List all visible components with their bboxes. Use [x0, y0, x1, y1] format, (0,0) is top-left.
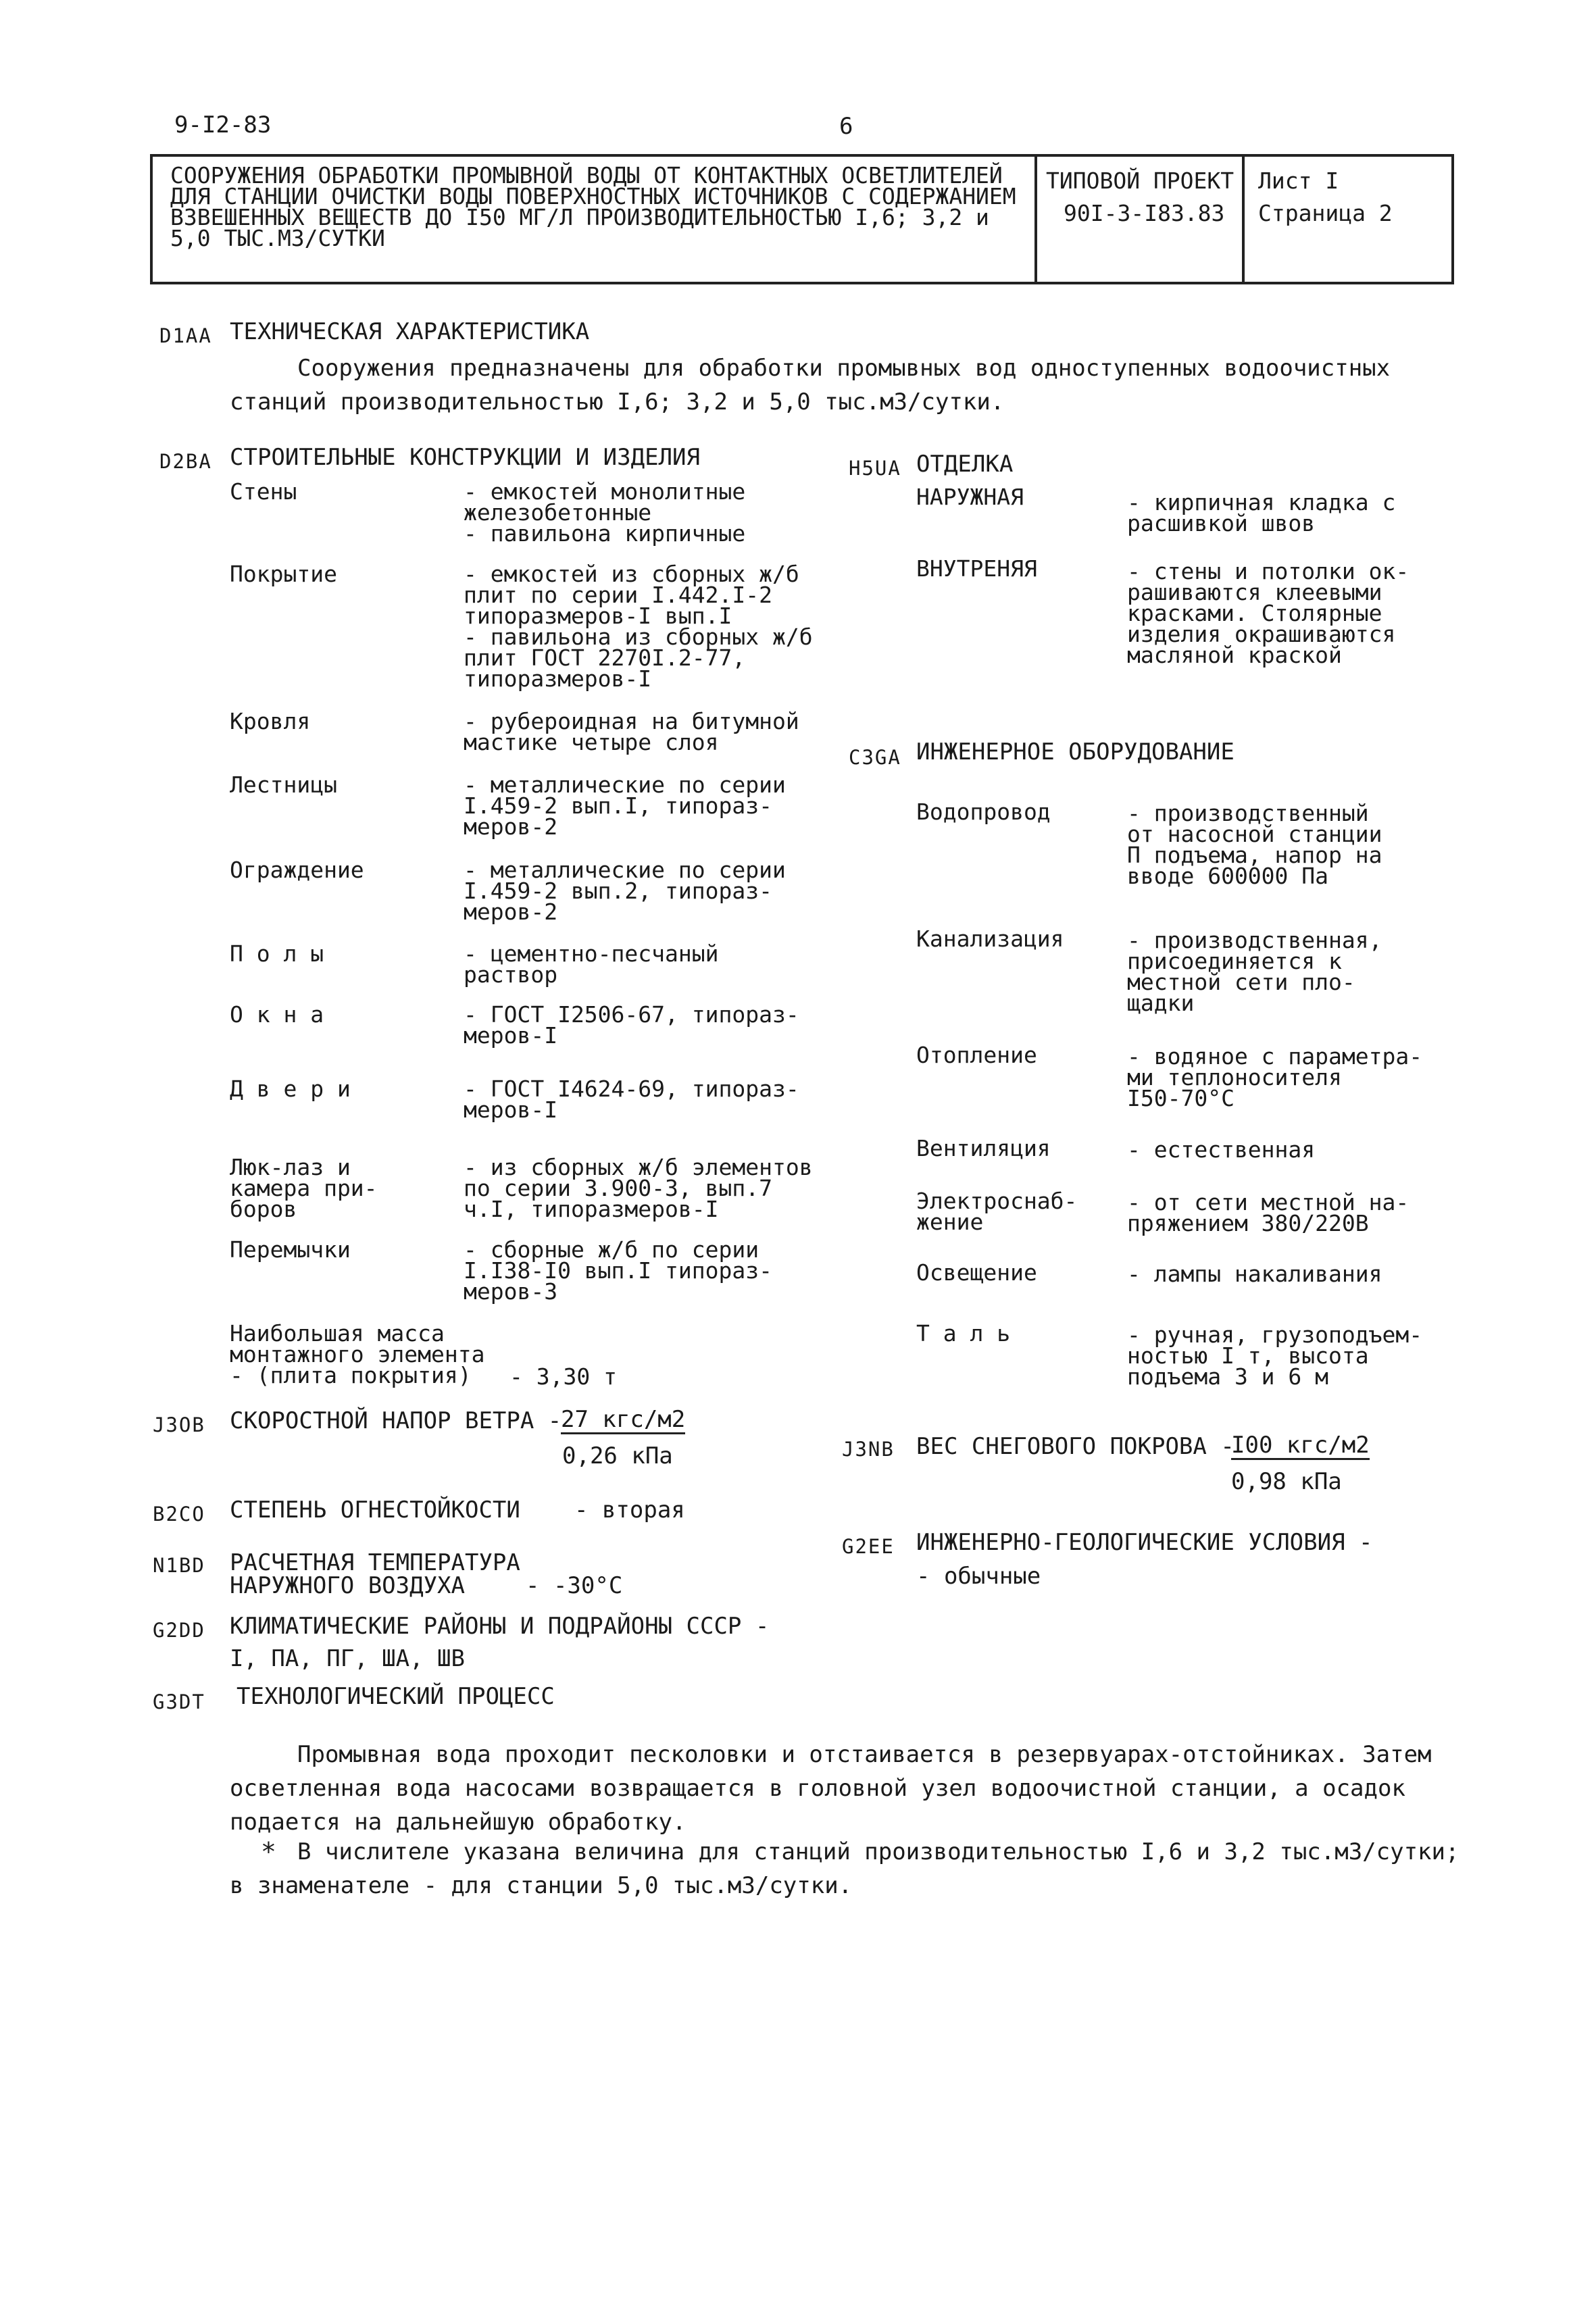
max-mass-label: Наибольшая масса монтажного элемента - (плита покрытия) [230, 1320, 485, 1388]
construction-value: - емкостей монолитные железобетонные - павильона кирпичные [464, 478, 746, 547]
construction-label: Люк-лаз и камера при- боров [230, 1154, 378, 1222]
constructions-code: D2BA [159, 450, 212, 473]
equipment-label: Вентиляция [916, 1135, 1051, 1161]
construction-value: - рубероидная на битумной мастике четыре слоя [464, 708, 799, 755]
equipment-value: - производственный от насосной станции П подъема, напор на вводе 600000 Па [1127, 800, 1382, 889]
equipment-value: - от сети местной на- пряжением 380/220В [1127, 1189, 1410, 1236]
tech-title: ТЕХНИЧЕСКАЯ ХАРАКТЕРИСТИКА [230, 318, 590, 345]
construction-value: - емкостей из сборных ж/б плит по серии I.442.I-2 типоразмеров-I вып.I - павильона из сборных ж/б плит ГОСТ 2270I.2-77, типоразмеров-I [464, 561, 813, 692]
max-mass-value: - 3,30 т [509, 1363, 617, 1390]
construction-value: - сборные ж/б по серии I.I38-I0 вып.I типораз- меров-3 [464, 1236, 772, 1305]
snow-numerator: I00 кгс/м2 [1231, 1432, 1370, 1459]
construction-label: П о л ы [230, 940, 324, 967]
construction-label: Кровля [230, 708, 311, 734]
geo-value: - обычные [916, 1563, 1041, 1590]
construction-label: Д в е р и [230, 1076, 351, 1102]
process-text: Промывная вода проходит песколовки и отстаивается в резервуарах-отстойниках. Затем осветленная вода насосами возвращается в головной узел водоочистной станции, а осадок подается на дальнейшую обработку. [230, 1741, 1432, 1836]
sheet-number: Лист I [1258, 168, 1339, 194]
geo-code: G2EE [842, 1535, 895, 1558]
equipment-title: ИНЖЕНЕРНОЕ ОБОРУДОВАНИЕ [916, 738, 1235, 765]
temp-code: N1BD [153, 1554, 205, 1577]
construction-label: Стены [230, 478, 297, 505]
equipment-code: C3GA [849, 746, 901, 769]
wind-numerator: 27 кгс/м2 [561, 1406, 686, 1433]
geo-label: ИНЖЕНЕРНО-ГЕОЛОГИЧЕСКИЕ УСЛОВИЯ - [916, 1529, 1373, 1556]
wind-code: J3OB [153, 1413, 205, 1436]
fire-label: СТЕПЕНЬ ОГНЕСТОЙКОСТИ [230, 1496, 520, 1524]
finish-label: ВНУТРЕНЯЯ [916, 555, 1037, 582]
equipment-label: Отопление [916, 1042, 1037, 1068]
page-label: Страница 2 [1258, 200, 1393, 226]
construction-value: - ГОСТ I4624-69, типораз- меров-I [464, 1076, 799, 1123]
footnote-mark: * [261, 1837, 276, 1867]
construction-value: - металлические по серии I.459-2 вып.2, типораз- меров-2 [464, 857, 786, 925]
snow-code: J3NB [842, 1438, 895, 1461]
construction-value: - цементно-песчаный раствор [464, 940, 719, 988]
wind-denominator: 0,26 кПа [562, 1442, 673, 1469]
finish-value: - кирпичная кладка с расшивкой швов [1127, 489, 1396, 536]
tech-code: D1AA [159, 324, 212, 347]
equipment-label: Электроснаб- жение [916, 1188, 1078, 1235]
finish-value: - стены и потолки ок- рашиваются клеевыми красками. Столярные изделия окрашиваются масляной краской [1127, 558, 1410, 668]
fire-value: - вторая [574, 1496, 685, 1524]
document-title: СООРУЖЕНИЯ ОБРАБОТКИ ПРОМЫВНОЙ ВОДЫ ОТ КОНТАКТНЫХ ОСВЕТЛИТЕЛЕЙ ДЛЯ СТАНЦИИ ОЧИСТКИ ВОДЫ ПОВЕРХНОСТНЫХ ИСТОЧНИКОВ С СОДЕРЖАНИЕМ ВЗВЕШЕННЫХ ВЕЩЕСТВ ДО I50 МГ/Л ПРОИЗВОДИТЕЛЬНОСТЬЮ I,6; 3,2 и 5,0 ТЫС.М3/СУТКИ [170, 162, 1016, 251]
equipment-value: - водяное с параметра- ми теплоносителя I50-70°С [1127, 1043, 1423, 1111]
construction-label: Покрытие [230, 561, 337, 587]
footnote-continuation: в знаменателе - для станции 5,0 тыс.м3/сутки. [230, 1872, 853, 1899]
snow-denominator: 0,98 кПа [1231, 1468, 1342, 1495]
process-title: ТЕХНОЛОГИЧЕСКИЙ ПРОЦЕСС [236, 1683, 555, 1710]
finish-label: НАРУЖНАЯ [916, 484, 1024, 510]
construction-label: Перемычки [230, 1236, 351, 1263]
climate-code: G2DD [153, 1619, 205, 1642]
equipment-label: Водопровод [916, 799, 1051, 825]
equipment-label: Канализация [916, 926, 1064, 952]
climate-label: КЛИМАТИЧЕСКИЕ РАЙОНЫ И ПОДРАЙОНЫ СССР - [230, 1613, 770, 1640]
wind-label: СКОРОСТНОЙ НАПОР ВЕТРА - [230, 1407, 562, 1434]
document-code: 9-I2-83 [174, 111, 272, 139]
construction-value: - ГОСТ I2506-67, типораз- меров-I [464, 1001, 799, 1049]
footnote-text: В числителе указана величина для станций производительностью I,6 и 3,2 тыс.м3/сутки; [297, 1838, 1460, 1865]
equipment-value: - лампы накаливания [1127, 1261, 1382, 1287]
construction-label: Лестницы [230, 772, 337, 798]
temp-value: - -30°С [526, 1572, 623, 1599]
climate-value: I, ПА, ПГ, ША, ШВ [230, 1645, 465, 1672]
construction-label: О к н а [230, 1001, 324, 1028]
project-number: 90I-3-I83.83 [1064, 200, 1225, 226]
title-block [150, 154, 1454, 284]
equipment-label: Освещение [916, 1259, 1037, 1286]
equipment-value: - естественная [1127, 1136, 1316, 1163]
project-label: ТИПОВОЙ ПРОЕКТ [1046, 168, 1235, 194]
equipment-value: - производственная, присоединяется к местной сети пло- щадки [1127, 927, 1382, 1016]
construction-value: - из сборных ж/б элементов по серии 3.900-3, вып.7 ч.I, типоразмеров-I [464, 1154, 813, 1222]
equipment-label: Т а л ь [916, 1320, 1011, 1347]
constructions-title: СТРОИТЕЛЬНЫЕ КОНСТРУКЦИИ И ИЗДЕЛИЯ [230, 444, 700, 471]
construction-value: - металлические по серии I.459-2 вып.I, типораз- меров-2 [464, 772, 786, 840]
fire-code: B2CO [153, 1503, 205, 1526]
finish-code: H5UA [849, 457, 901, 480]
finish-title: ОТДЕЛКА [916, 451, 1014, 478]
snow-label: ВЕС СНЕГОВОГО ПОКРОВА - [916, 1433, 1235, 1460]
process-code: G3DT [153, 1690, 205, 1713]
tech-text: Сооружения предназначены для обработки промывных вод одноступенных водоочистных станций производительностью I,6; 3,2 и 5,0 тыс.м3/сутки. [230, 355, 1391, 416]
page-number: 6 [839, 113, 853, 140]
equipment-value: - ручная, грузоподъем- ностью I т, высота подъема 3 и 6 м [1127, 1322, 1423, 1390]
temp-label: РАСЧЕТНАЯ ТЕМПЕРАТУРА НАРУЖНОГО ВОЗДУХА [230, 1549, 520, 1599]
construction-label: Ограждение [230, 857, 364, 883]
